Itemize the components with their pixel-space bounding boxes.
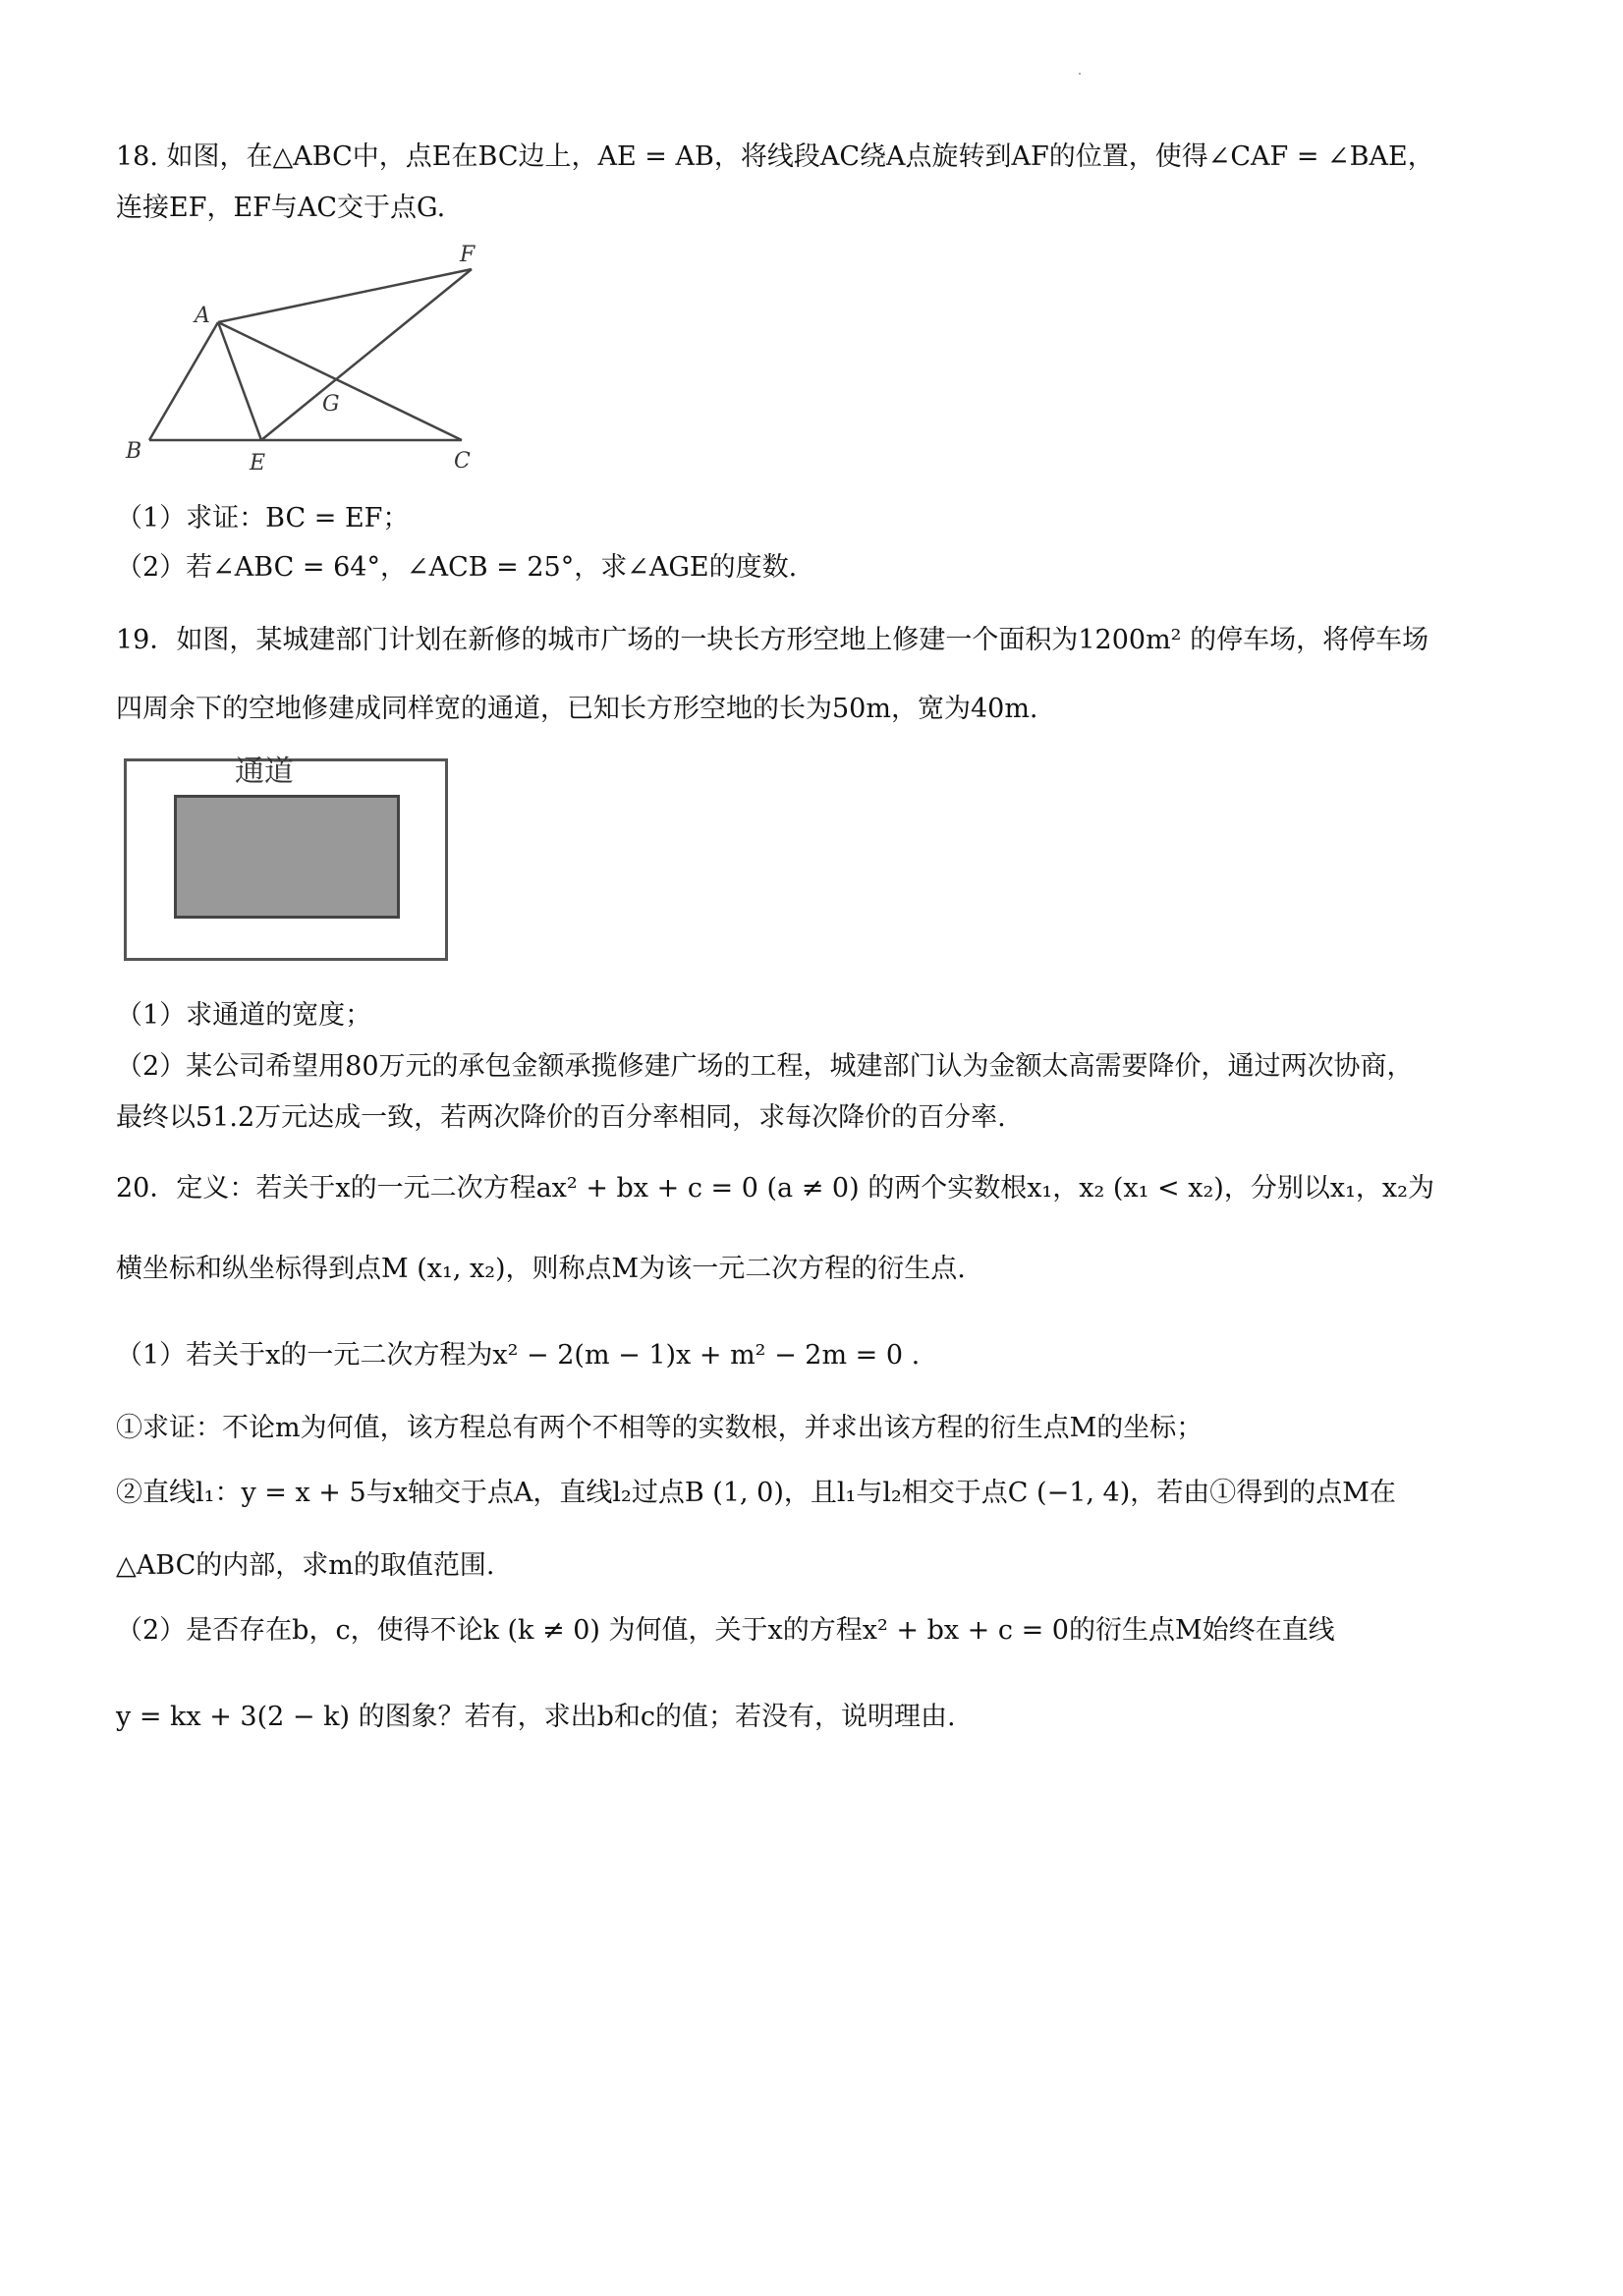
q18-triangle-figure [118, 236, 491, 472]
q20-stem-line2: 横坐标和纵坐标得到点M (x₁, x₂)，则称点M为该一元二次方程的衍生点. [116, 1254, 966, 1284]
label-e: E [250, 451, 266, 472]
label-b: B [126, 439, 142, 464]
segment-af [218, 269, 472, 322]
q19-part1: （1）求通道的宽度； [116, 1000, 372, 1031]
q20-part1-ii-line2: △ABC的内部，求m的取值范围. [116, 1550, 495, 1581]
label-f: F [460, 243, 476, 267]
q18-stem-line2: 连接EF，EF与AC交于点G. [116, 193, 446, 223]
q19-part2-line2: 最终以51.2万元达成一致，若两次降价的百分率相同，求每次降价的百分率. [116, 1102, 1006, 1133]
q18-part1: （1）求证：BC = EF； [116, 503, 410, 533]
q20-part2-line1: （2）是否存在b，c，使得不论k (k ≠ 0) 为何值，关于x的方程x² + bx + c = 0的衍生点M始终在直线 [116, 1615, 1335, 1646]
parking-lot-rect [174, 795, 400, 919]
label-c: C [454, 449, 471, 472]
q19-parking-figure [124, 755, 448, 961]
q18-stem-line1: 18. 如图，在△ABC中，点E在BC边上，AE = AB，将线段AC绕A点旋转到AF的位置，使得∠CAF = ∠BAE， [116, 141, 1434, 172]
segment-ef [261, 269, 472, 440]
q20-stem-line1: 20．定义：若关于x的一元二次方程ax² + bx + c = 0 (a ≠ 0) 的两个实数根x₁，x₂ (x₁ < x₂)，分别以x₁，x₂为 [116, 1173, 1434, 1204]
q19-part2-line1: （2）某公司希望用80万元的承包金额承揽修建广场的工程，城建部门认为金额太高需要降价，通过两次协商， [116, 1051, 1414, 1082]
segment-ab [149, 322, 218, 440]
label-a: A [195, 304, 210, 328]
q18-part2: （2）若∠ABC = 64°，∠ACB = 25°，求∠AGE的度数. [116, 552, 798, 583]
q20-part1: （1）若关于x的一元二次方程为x² − 2(m − 1)x + m² − 2m = 0 . [116, 1340, 921, 1371]
q19-stem-line1: 19．如图，某城建部门计划在新修的城市广场的一块长方形空地上修建一个面积为1200m² 的停车场，将停车场 [116, 625, 1429, 655]
passage-label: 通道 [235, 755, 294, 789]
q19-stem-line2: 四周余下的空地修建成同样宽的通道，已知长方形空地的长为50m，宽为40m. [116, 694, 1038, 724]
label-g: G [322, 392, 340, 417]
q20-part1-ii-line1: ②直线l₁：y = x + 5与x轴交于点A，直线l₂过点B (1, 0)，且l₁与l₂相交于点C (−1, 4)，若由①得到的点M在 [116, 1478, 1396, 1508]
q20-part2-line2: y = kx + 3(2 − k) 的图象？若有，求出b和c的值；若没有，说明理由. [116, 1702, 956, 1732]
q20-part1-i: ①求证：不论m为何值，该方程总有两个不相等的实数根，并求出该方程的衍生点M的坐标； [116, 1413, 1203, 1443]
scan-speck [1079, 73, 1081, 75]
